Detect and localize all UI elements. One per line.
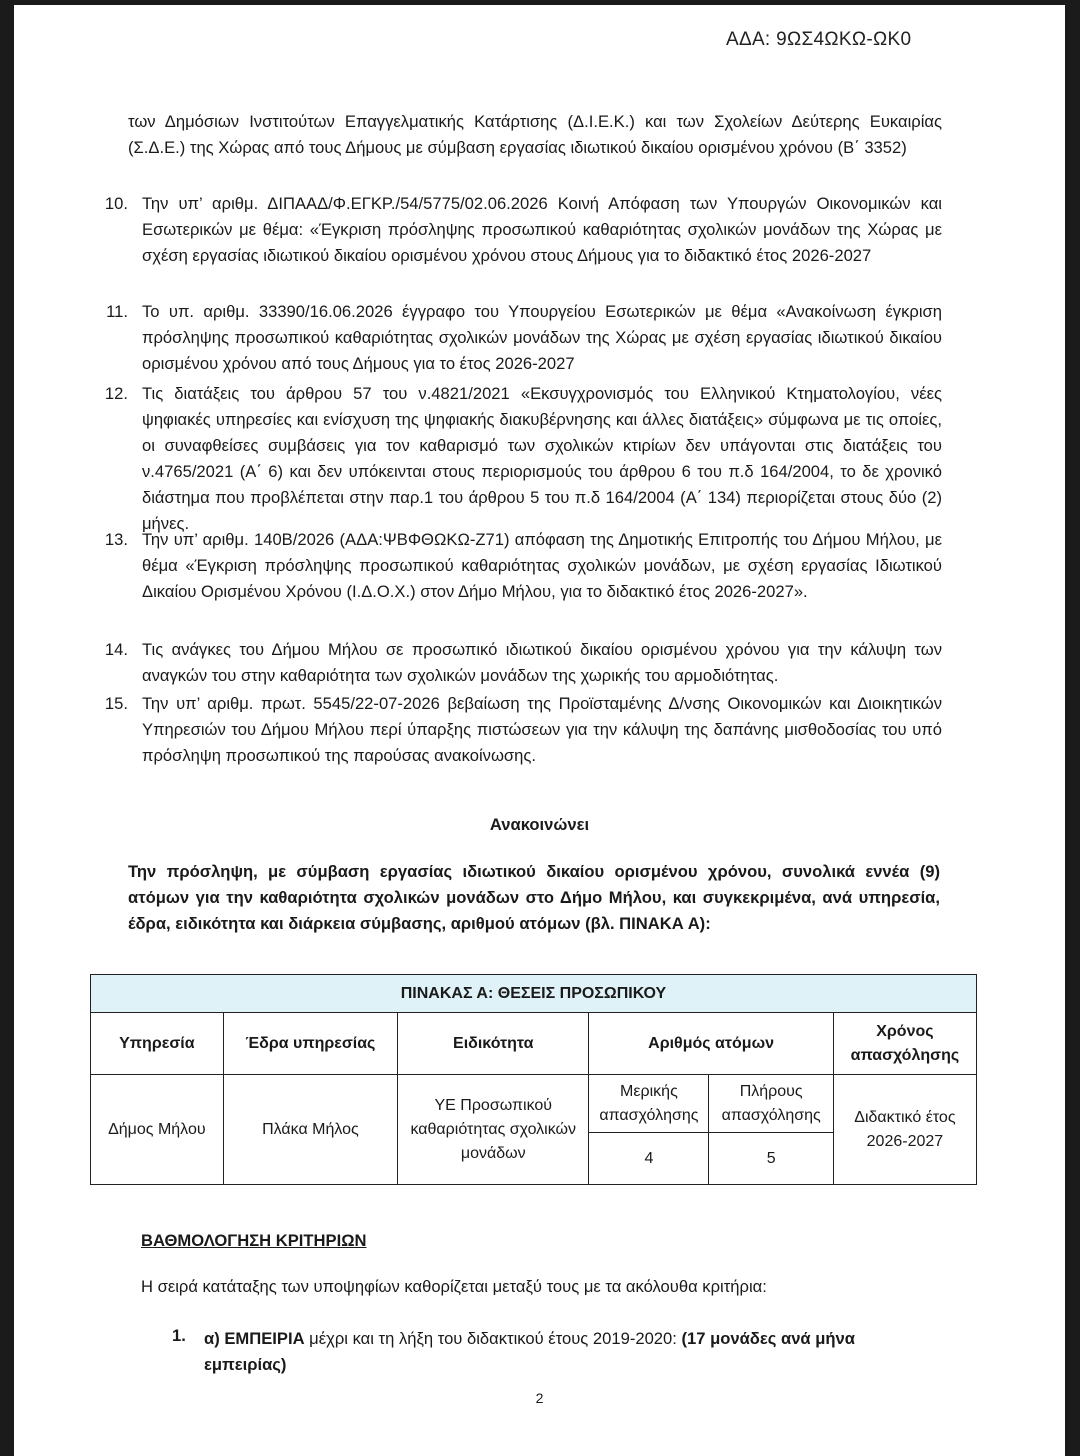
announce-heading: Ανακοινώνει: [489, 815, 590, 834]
criterion-points: (17 μονάδες ανά μήνα εμπειρίας): [204, 1329, 855, 1374]
document-page: [14, 5, 1065, 1456]
criterion-text-block: [204, 1326, 924, 1378]
table-caption: ΠΙΝΑΚΑΣ Α: ΘΕΣΕΙΣ ΠΡΟΣΩΠΙΚΟΥ: [91, 975, 977, 1013]
header-count: Αριθμός ατόμων: [589, 1013, 833, 1075]
cell-full-label: Πλήρους απασχόλησης: [709, 1075, 833, 1133]
item-text: Την υπ’ αριθμ. ΔΙΠΑΑΔ/Φ.ΕΓΚΡ./54/5775/02.06.2026 Κοινή Απόφαση των Υπουργών Οικονομικών και Εσωτερικών με θέμα: «Έγκριση πρόσληψης προσωπικού καθαριότητας σχολικών μονάδων της Χώρας με σχέση εργασίας ιδιωτικού δικαίου ορισμένου χρόνου στους Δήμους για το διδακτικό έτος 2026-2027: [142, 194, 942, 265]
cell-duration: Διδακτικό έτος 2026-2027: [833, 1075, 976, 1185]
header-service: Υπηρεσία: [91, 1013, 224, 1075]
item-number: 14.: [104, 640, 128, 659]
criterion-number: 1.: [172, 1326, 186, 1345]
item-text: Την υπ’ αριθμ. 140Β/2026 (ΑΔΑ:ΨΒΦΘΩΚΩ-Ζ71) απόφαση της Δημοτικής Επιτροπής του Δήμου Μήλου, με θέμα «Έγκριση πρόσληψης προσωπικού καθαριότητας σχολικών μονάδων, με σχέση εργασίας Ιδιωτικού Δικαίου Ορισμένου Χρόνου (Ι.Δ.Ο.Χ.) στον Δήμο Μήλου, για το διδακτικό έτος 2026-2027».: [142, 530, 942, 601]
continuation-paragraph: των Δημόσιων Ινστιτούτων Επαγγελματικής Κατάρτισης (Δ.Ι.Ε.Κ.) και των Σχολείων Δεύτερης Ευκαιρίας (Σ.Δ.Ε.) της Χώρας από τους Δήμους με σύμβαση εργασίας ιδιωτικού δικαίου ορισμένου χρόνου (Β΄ 3352): [128, 112, 942, 157]
cell-part-label: Μερικής απασχόλησης: [589, 1075, 709, 1133]
positions-table: [90, 974, 977, 1185]
cell-part-value: 4: [589, 1133, 709, 1185]
item-number: 13.: [104, 530, 128, 549]
criterion-text: μέχρι και τη λήξη του διδακτικού έτους 2019-2020:: [304, 1329, 682, 1348]
cell-seat: Πλάκα Μήλος: [223, 1075, 397, 1185]
criterion-prefix: α) ΕΜΠΕΙΡΙΑ: [204, 1329, 305, 1348]
item-text: Το υπ. αριθμ. 33390/16.06.2026 έγγραφο του Υπουργείου Εσωτερικών με θέμα «Ανακοίνωση έγκριση πρόσληψης προσωπικού καθαριότητας σχολικών μονάδων της Χώρας με σχέση εργασίας ιδιωτικού δικαίου ορισμένου χρόνου από τους Δήμους για το έτος 2026-2027: [142, 302, 942, 373]
header-duration: Χρόνος απασχόλησης: [833, 1013, 976, 1075]
header-seat: Έδρα υπηρεσίας: [223, 1013, 397, 1075]
cell-service: Δήμος Μήλου: [91, 1075, 224, 1185]
item-number: 10.: [104, 194, 128, 213]
item-number: 11.: [106, 302, 128, 321]
cell-full-value: 5: [709, 1133, 833, 1185]
announce-intro: Την πρόσληψη, με σύμβαση εργασίας ιδιωτικού δικαίου ορισμένου χρόνου, συνολικά εννέα (9) ατόμων για την καθαριότητα σχολικών μονάδων στο Δήμο Μήλου, και συγκεκριμένα, ανά υπηρεσία, έδρα, ειδικότητα και διάρκεια σύμβασης, αριθμού ατόμων (βλ. ΠΙΝΑΚΑ Α):: [128, 862, 940, 933]
scoring-order-text: Η σειρά κατάταξης των υποψηφίων καθορίζεται μεταξύ τους με τα ακόλουθα κριτήρια:: [141, 1277, 767, 1296]
ada-code: ΑΔΑ: 9ΩΣ4ΩΚΩ-ΩΚ0: [726, 29, 912, 50]
item-text: Τις διατάξεις του άρθρου 57 του ν.4821/2021 «Εκσυγχρονισμός του Ελληνικού Κτηματολογίου, νέες ψηφιακές υπηρεσίες και ενίσχυση της ψηφιακής διακυβέρνησης και άλλες διατάξεις» σύμφωνα με τις οποίες, οι συναφθείσες συμβάσεις για τον καθαρισμό των σχολικών κτιρίων δεν υπάγονται στις διατάξεις του ν.4765/2021 (Α΄ 6) και δεν υπόκεινται στους περιορισμούς του άρθρου 6 του π.δ 164/2004, το δε χρονικό διάστημα που προβλέπεται στην παρ.1 του άρθρου 5 του π.δ 164/2004 (Α΄ 134) περιορίζεται στους δύο (2) μήνες.: [142, 384, 942, 533]
scoring-title: ΒΑΘΜΟΛΟΓΗΣΗ ΚΡΙΤΗΡΙΩΝ: [141, 1231, 367, 1250]
item-text: Την υπ’ αριθμ. πρωτ. 5545/22-07-2026 βεβαίωση της Προϊσταμένης Δ/νσης Οικονομικών και Διοικητικών Υπηρεσιών του Δήμου Μήλου περί ύπαρξης πιστώσεων για την κάλυψη της δαπάνης μισθοδοσίας του υπό πρόσληψη προσωπικού της παρούσας ανακοίνωσης.: [142, 694, 942, 765]
item-text: Τις ανάγκες του Δήμου Μήλου σε προσωπικό ιδιωτικού δικαίου ορισμένου χρόνου για την κάλυψη των αναγκών του στην καθαριότητα των σχολικών μονάδων της χωρικής του αρμοδιότητας.: [142, 640, 942, 685]
item-number: 12.: [104, 384, 128, 403]
page-number: 2: [535, 1390, 544, 1406]
item-number: 15.: [104, 694, 128, 713]
header-specialty: Ειδικότητα: [398, 1013, 589, 1075]
cell-specialty: ΥΕ Προσωπικού καθαριότητας σχολικών μονάδων: [398, 1075, 589, 1185]
